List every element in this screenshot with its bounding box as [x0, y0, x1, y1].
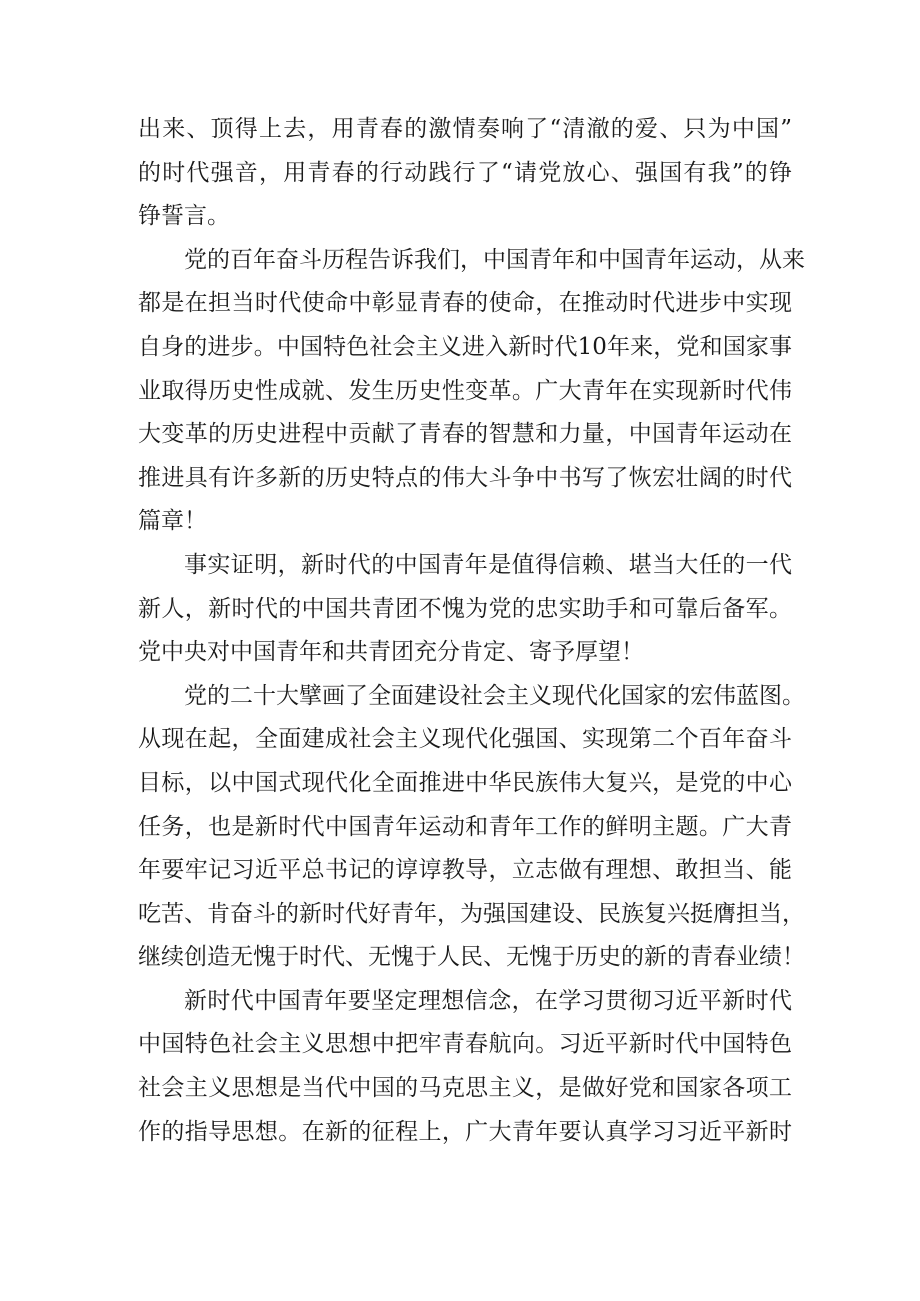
text-line: 新人，新时代的中国共青团不愧为党的忠实助手和可靠后备军。 — [138, 595, 792, 622]
text-line: 业取得历史性成就、发生历史性变革。广大青年在实现新时代伟 — [138, 377, 792, 404]
text-line: 吃苦、肯奋斗的新时代好青年，为强国建设、民族复兴挺膺担当， — [138, 900, 805, 927]
text-line: 的时代强音，用青春的行动践行了“请党放心、强国有我”的铮 — [138, 159, 792, 186]
text-line: 事实证明，新时代的中国青年是值得信赖、堪当大任的一代 — [184, 551, 792, 578]
text-line: 年要牢记习近平总书记的谆谆教导，立志做有理想、敢担当、能 — [138, 857, 792, 884]
text-line: 党的二十大擘画了全面建设社会主义现代化国家的宏伟蓝图。 — [184, 682, 805, 709]
paragraph-2 — [138, 239, 805, 544]
text-line: 推进具有许多新的历史特点的伟大斗争中书写了恢宏壮阔的时代 — [138, 464, 792, 491]
text-line: 作的指导思想。在新的征程上，广大青年要认真学习习近平新时 — [138, 1118, 792, 1145]
text-line: 党的百年奋斗历程告诉我们，中国青年和中国青年运动，从来 — [184, 246, 805, 273]
text-line: 社会主义思想是当代中国的马克思主义，是做好党和国家各项工 — [138, 1075, 792, 1102]
paragraph-4 — [138, 675, 805, 980]
text-line: 自身的进步。中国特色社会主义进入新时代10年来，党和国家事 — [138, 333, 792, 360]
paragraph-5 — [138, 980, 792, 1154]
text-line: 大变革的历史进程中贡献了青春的智慧和力量，中国青年运动在 — [138, 421, 792, 448]
paragraph-3 — [138, 544, 792, 675]
text-line: 篇章！ — [138, 508, 207, 535]
text-line: 任务，也是新时代中国青年运动和青年工作的鲜明主题。广大青 — [138, 813, 792, 840]
text-line: 新时代中国青年要坚定理想信念，在学习贯彻习近平新时代 — [184, 987, 792, 1014]
text-line: 铮誓言。 — [138, 203, 230, 230]
text-line: 出来、顶得上去，用青春的激情奏响了“清澈的爱、只为中国” — [138, 116, 792, 142]
text-line: 都是在担当时代使命中彰显青春的使命，在推动时代进步中实现 — [138, 290, 792, 317]
text-line: 继续创造无愧于时代、无愧于人民、无愧于历史的新的青春业绩！ — [138, 944, 805, 971]
paragraph-1 — [138, 108, 792, 239]
article-body — [138, 108, 805, 1154]
text-line: 目标，以中国式现代化全面推进中华民族伟大复兴，是党的中心 — [138, 769, 792, 796]
text-line: 党中央对中国青年和共青团充分肯定、寄予厚望！ — [138, 639, 644, 666]
text-line: 中国特色社会主义思想中把牢青春航向。习近平新时代中国特色 — [138, 1031, 792, 1058]
text-line: 从现在起，全面建成社会主义现代化强国、实现第二个百年奋斗 — [138, 726, 792, 753]
